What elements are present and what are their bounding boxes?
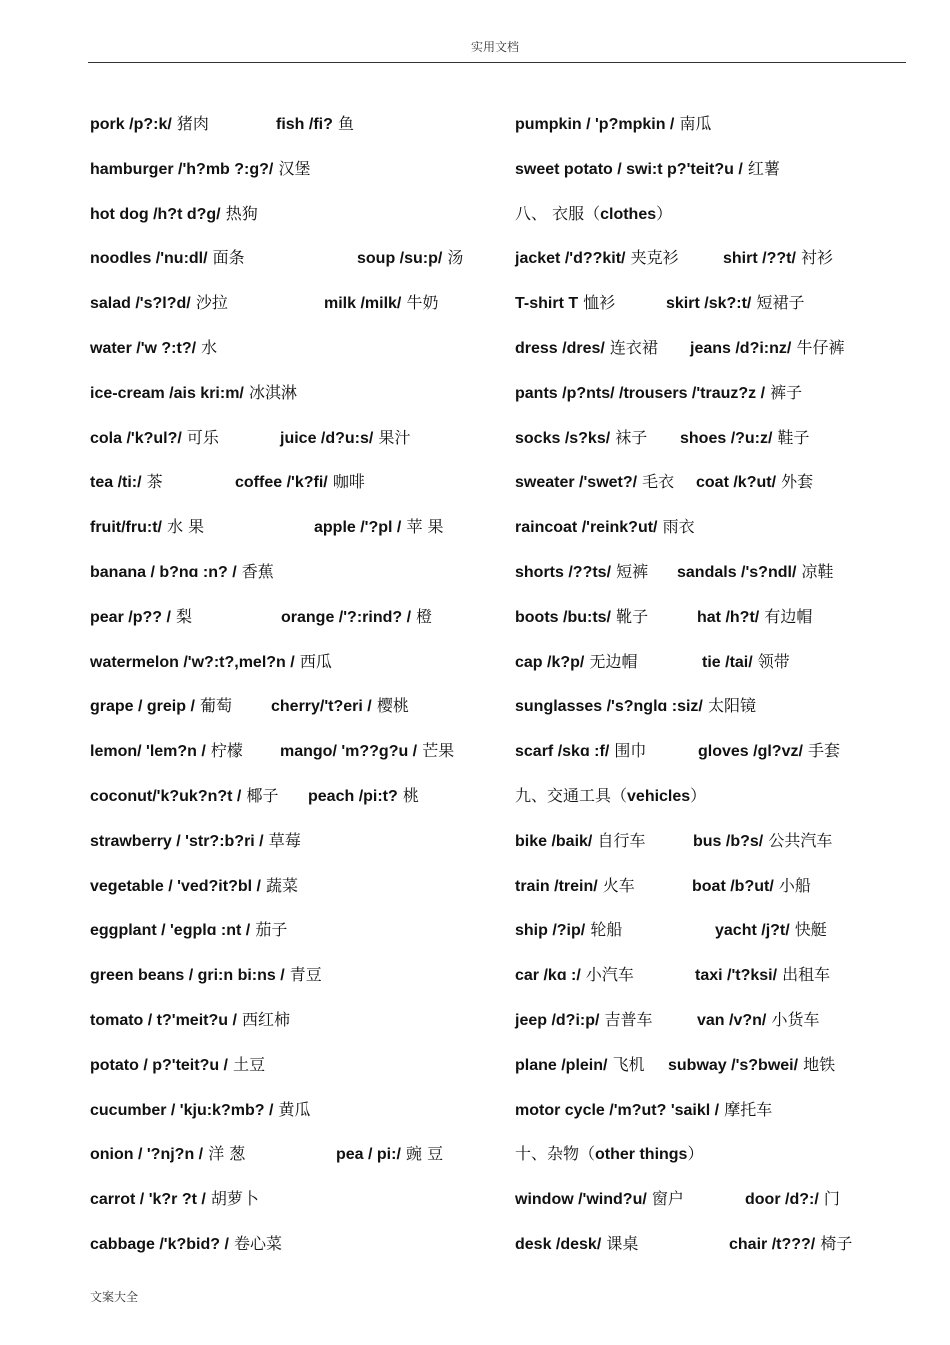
- vocab-entry-1: [90, 1144, 245, 1165]
- english-word: cherry/'t?eri /: [271, 698, 372, 716]
- chinese-meaning: 西红柿: [242, 1010, 291, 1029]
- chinese-meaning: 橙: [416, 606, 433, 626]
- vocab-entry-1: [515, 472, 674, 493]
- chinese-meaning: 飞机: [612, 1054, 645, 1074]
- chinese-meaning: 外套: [781, 472, 814, 492]
- heading-english: vehicles: [627, 788, 691, 805]
- english-word: tea /ti:/: [90, 474, 142, 492]
- english-word: sunglasses /'s?nglɑ :siz/: [515, 698, 703, 716]
- english-word: watermelon /'w?:t?,mel?n /: [90, 653, 295, 671]
- chinese-meaning: 可乐: [186, 427, 219, 447]
- english-word: cabbage /'k?bid? /: [90, 1236, 229, 1253]
- english-word: banana / b?nɑ :n? /: [90, 564, 237, 581]
- chinese-meaning: 吉普车: [604, 1010, 653, 1029]
- vocab-entry-1: [515, 1010, 653, 1031]
- vocab-entry-2: [677, 562, 834, 583]
- chinese-meaning: 黄瓜: [278, 1099, 311, 1119]
- english-word: coconut/'k?uk?n?t /: [90, 788, 242, 805]
- english-word: shorts /??ts/: [515, 564, 612, 581]
- chinese-meaning: 洋 葱: [208, 1144, 246, 1164]
- vocab-entry-1: [515, 876, 635, 897]
- english-word: boat /b?ut/: [692, 877, 774, 895]
- right-section-heading: [515, 1144, 703, 1165]
- chinese-meaning: 沙拉: [195, 293, 228, 313]
- vocab-entry-1: [515, 293, 615, 314]
- english-word: hamburger /'h?mb ?:g?/: [90, 160, 274, 178]
- chinese-meaning: 果汁: [378, 427, 411, 447]
- english-word: desk /desk/: [515, 1236, 602, 1253]
- vocab-entry-2: [281, 607, 432, 628]
- vocab-entry-2: [271, 696, 409, 717]
- chinese-meaning: 靴子: [616, 606, 649, 626]
- english-word: juice /d?u:s/: [280, 429, 374, 447]
- english-word: green beans / gri:n bi:ns /: [90, 967, 285, 985]
- english-word: jeep /d?i:p/: [515, 1012, 600, 1029]
- vocab-entry-1: [515, 696, 756, 717]
- english-word: tomato / t?'meit?u /: [90, 1012, 237, 1029]
- vocab-entry-1: [90, 876, 298, 897]
- chinese-meaning: 摩托车: [724, 1099, 773, 1119]
- chinese-meaning: 咖啡: [332, 472, 365, 492]
- heading-close: ）: [687, 1144, 704, 1164]
- vocab-entry-1: [90, 652, 332, 673]
- vocab-entry-1: [90, 204, 258, 225]
- chinese-meaning: 葡萄: [200, 696, 233, 716]
- english-word: hot dog /h?t d?g/: [90, 205, 221, 223]
- english-word: salad /'s?l?d/: [90, 295, 191, 313]
- vocab-entry-1: [515, 428, 647, 449]
- english-word: pork /p?:k/: [90, 116, 172, 133]
- english-word: motor cycle /'m?ut? 'saikl /: [515, 1101, 720, 1119]
- english-word: orange /'?:rind? /: [281, 608, 412, 626]
- english-word: fish /fi?: [276, 116, 333, 133]
- vocab-entry-1: [90, 293, 228, 314]
- english-word: window /'wind?u/: [515, 1191, 647, 1209]
- english-word: yacht /j?t/: [715, 922, 790, 940]
- english-word: jacket /'d??kit/: [515, 250, 626, 268]
- vocab-entry-2: [745, 1189, 840, 1210]
- vocab-entry-1: [515, 248, 679, 269]
- chinese-meaning: 梨: [176, 606, 193, 626]
- page-footer: 文案大全: [90, 1290, 139, 1304]
- vocab-entry-1: [90, 1010, 290, 1031]
- english-word: coat /k?ut/: [696, 474, 777, 492]
- english-word: bike /baik/: [515, 832, 593, 850]
- chinese-meaning: 小货车: [771, 1010, 820, 1029]
- chinese-meaning: 土豆: [233, 1054, 266, 1074]
- vocab-entry-1: [90, 607, 192, 628]
- vocab-entry-2: [357, 248, 463, 269]
- vocab-entry-1: [90, 338, 217, 359]
- english-word: lemon/ 'lem?n /: [90, 743, 206, 761]
- vocab-entry-2: [680, 428, 810, 449]
- english-word: T-shirt T: [515, 295, 579, 313]
- english-word: eggplant / 'egplɑ :nt /: [90, 922, 251, 940]
- chinese-meaning: 太阳镜: [707, 696, 756, 716]
- english-word: potato / p?'teit?u /: [90, 1056, 228, 1074]
- english-word: pear /p?? /: [90, 608, 171, 626]
- english-word: pea / pi:/: [336, 1146, 401, 1164]
- heading-english: clothes: [600, 205, 657, 223]
- vocab-entry-2: [723, 248, 833, 269]
- vocab-entry-1: [90, 741, 243, 762]
- english-word: bus /b?s/: [693, 832, 764, 850]
- vocab-entry-2: [697, 1010, 819, 1031]
- chinese-meaning: 夹克衫: [630, 248, 679, 268]
- vocab-entry-1: [515, 517, 695, 538]
- heading-number: 九、交通工具（: [515, 786, 628, 805]
- chinese-meaning: 茄子: [255, 920, 288, 940]
- english-word: grape / greip /: [90, 698, 195, 716]
- vocab-entry-1: [90, 1189, 259, 1210]
- chinese-meaning: 领带: [757, 651, 790, 671]
- chinese-meaning: 窗户: [651, 1189, 684, 1209]
- vocab-entry-2: [314, 517, 444, 538]
- chinese-meaning: 地铁: [803, 1054, 836, 1074]
- chinese-meaning: 桃: [402, 786, 419, 805]
- chinese-meaning: 面条: [212, 248, 245, 268]
- vocab-entry-2: [695, 965, 830, 986]
- vocab-entry-2: [690, 338, 844, 359]
- heading-close: ）: [656, 203, 673, 223]
- chinese-meaning: 恤衫: [583, 293, 616, 313]
- vocab-entry-2: [235, 472, 365, 493]
- chinese-meaning: 热狗: [225, 203, 258, 223]
- vocab-entry-2: [668, 1055, 835, 1076]
- english-word: chair /t???/: [729, 1236, 816, 1253]
- english-word: strawberry / 'str?:b?ri /: [90, 832, 264, 850]
- english-word: cap /k?p/: [515, 653, 585, 671]
- vocab-entry-1: [515, 741, 646, 762]
- vocab-entry-1: [515, 920, 622, 941]
- english-word: pants /p?nts/ /trousers /'trauz?z /: [515, 384, 766, 402]
- vocab-entry-1: [90, 383, 297, 404]
- chinese-meaning: 快艇: [794, 920, 827, 940]
- english-word: socks /s?ks/: [515, 429, 611, 447]
- vocab-entry-2: [280, 741, 454, 762]
- chinese-meaning: 青豆: [289, 965, 322, 985]
- vocab-entry-1: [515, 338, 658, 359]
- vocab-entry-2: [308, 786, 419, 807]
- heading-english: other things: [595, 1146, 688, 1164]
- chinese-meaning: 连衣裙: [609, 338, 658, 357]
- english-word: peach /pi:t?: [308, 788, 398, 805]
- chinese-meaning: 毛衣: [642, 472, 675, 492]
- chinese-meaning: 鞋子: [777, 427, 810, 447]
- page-header: 实用文档: [470, 40, 519, 54]
- header-rule: [88, 62, 906, 63]
- vocab-entry-1: [515, 1055, 645, 1076]
- english-word: van /v?n/: [697, 1012, 767, 1029]
- vocab-entry-2: [324, 293, 438, 314]
- english-word: raincoat /'reink?ut/: [515, 519, 658, 537]
- english-word: gloves /gl?vz/: [698, 743, 803, 761]
- chinese-meaning: 凉鞋: [801, 562, 834, 581]
- chinese-meaning: 自行车: [597, 830, 646, 850]
- right-section-heading: [515, 786, 706, 807]
- chinese-meaning: 卷心菜: [234, 1234, 283, 1253]
- english-word: dress /dres/: [515, 340, 605, 357]
- vocab-entry-1: [90, 1055, 265, 1076]
- chinese-meaning: 蔬菜: [266, 875, 299, 895]
- english-word: ship /?ip/: [515, 922, 586, 940]
- right-section-heading: [515, 204, 672, 225]
- english-word: jeans /d?i:nz/: [690, 340, 792, 357]
- chinese-meaning: 芒果: [422, 741, 455, 761]
- english-word: hat /h?t/: [697, 608, 760, 626]
- vocab-entry-1: [515, 607, 648, 628]
- vocab-entry-1: [515, 1234, 638, 1255]
- vocab-entry-2: [692, 876, 811, 897]
- vocab-entry-1: [515, 965, 634, 986]
- chinese-meaning: 水 果: [167, 517, 205, 537]
- english-word: coffee /'k?fi/: [235, 474, 328, 492]
- vocab-entry-1: [515, 831, 645, 852]
- chinese-meaning: 手套: [808, 741, 841, 761]
- vocab-entry-1: [515, 1100, 772, 1121]
- chinese-meaning: 汤: [447, 248, 464, 268]
- chinese-meaning: 雨衣: [662, 517, 695, 537]
- vocab-entry-2: [693, 831, 832, 852]
- english-word: mango/ 'm??g?u /: [280, 743, 418, 761]
- vocab-entry-1: [90, 517, 204, 538]
- vocab-entry-1: [90, 159, 310, 180]
- vocab-entry-2: [697, 607, 812, 628]
- english-word: ice-cream /ais kri:m/: [90, 384, 244, 402]
- vocab-entry-2: [702, 652, 790, 673]
- heading-close: ）: [690, 786, 707, 805]
- chinese-meaning: 门: [823, 1189, 840, 1209]
- english-word: fruit/fru:t/: [90, 519, 162, 537]
- chinese-meaning: 裤子: [770, 382, 803, 402]
- english-word: soup /su:p/: [357, 250, 443, 268]
- english-word: sweet potato / swi:t p?'teit?u /: [515, 160, 743, 178]
- chinese-meaning: 小汽车: [585, 965, 634, 985]
- vocab-entry-1: [90, 965, 322, 986]
- vocab-entry-1: [90, 831, 301, 852]
- vocab-entry-1: [90, 562, 274, 583]
- chinese-meaning: 出租车: [782, 965, 831, 985]
- vocab-entry-2: [696, 472, 813, 493]
- english-word: milk /milk/: [324, 295, 402, 313]
- vocab-entry-2: [715, 920, 827, 941]
- vocab-entry-1: [515, 383, 802, 404]
- chinese-meaning: 火车: [602, 875, 635, 895]
- english-word: sandals /'s?ndl/: [677, 564, 797, 581]
- english-word: shirt /??t/: [723, 250, 796, 268]
- english-word: water /'w ?:t?/: [90, 340, 197, 357]
- vocab-entry-1: [90, 1100, 311, 1121]
- vocab-entry-1: [90, 696, 232, 717]
- english-word: shoes /?u:z/: [680, 429, 773, 447]
- vocab-entry-1: [90, 786, 278, 807]
- chinese-meaning: 小船: [778, 875, 811, 895]
- vocab-entry-1: [90, 428, 219, 449]
- vocab-entry-2: [698, 741, 840, 762]
- chinese-meaning: 水: [201, 338, 218, 357]
- chinese-meaning: 豌 豆: [406, 1144, 444, 1164]
- english-word: pumpkin / 'p?mpkin /: [515, 116, 675, 133]
- chinese-meaning: 课桌: [606, 1234, 639, 1253]
- vocab-entry-2: [280, 428, 410, 449]
- vocab-entry-1: [515, 159, 780, 180]
- chinese-meaning: 围巾: [614, 741, 647, 761]
- chinese-meaning: 香蕉: [241, 562, 274, 581]
- vocab-entry-2: [666, 293, 804, 314]
- chinese-meaning: 柠檬: [210, 741, 243, 761]
- vocab-entry-1: [515, 562, 648, 583]
- vocab-entry-2: [729, 1234, 852, 1255]
- chinese-meaning: 椰子: [246, 786, 279, 805]
- english-word: scarf /skɑ :f/: [515, 743, 610, 761]
- english-word: onion / '?nj?n /: [90, 1146, 204, 1164]
- chinese-meaning: 茶: [146, 472, 163, 492]
- english-word: apple /'?pl /: [314, 519, 402, 537]
- vocab-entry-1: [515, 652, 637, 673]
- chinese-meaning: 衬衫: [800, 248, 833, 268]
- chinese-meaning: 短裤: [616, 562, 649, 581]
- english-word: cucumber / 'kju:k?mb? /: [90, 1101, 274, 1119]
- english-word: taxi /'t?ksi/: [695, 967, 778, 985]
- chinese-meaning: 胡萝卜: [210, 1189, 259, 1209]
- chinese-meaning: 南瓜: [679, 114, 712, 133]
- english-word: tie /tai/: [702, 653, 753, 671]
- chinese-meaning: 猪肉: [176, 114, 209, 133]
- vocab-entry-1: [90, 248, 245, 269]
- english-word: door /d?:/: [745, 1191, 819, 1209]
- heading-number: 十、杂物（: [515, 1144, 596, 1164]
- chinese-meaning: 无边帽: [589, 651, 638, 671]
- chinese-meaning: 牛仔裤: [796, 338, 845, 357]
- vocab-entry-1: [90, 920, 287, 941]
- chinese-meaning: 短裙子: [756, 293, 805, 313]
- chinese-meaning: 袜子: [615, 427, 648, 447]
- chinese-meaning: 牛奶: [406, 293, 439, 313]
- chinese-meaning: 公共汽车: [768, 830, 833, 850]
- chinese-meaning: 鱼: [337, 114, 354, 133]
- english-word: noodles /'nu:dl/: [90, 250, 208, 268]
- english-word: train /trein/: [515, 877, 598, 895]
- english-word: carrot / 'k?r ?t /: [90, 1191, 206, 1209]
- vocab-entry-1: [90, 472, 163, 493]
- vocab-entry-1: [90, 1234, 282, 1255]
- english-word: car /kɑ :/: [515, 967, 581, 985]
- chinese-meaning: 轮船: [590, 920, 623, 940]
- chinese-meaning: 红薯: [747, 158, 780, 178]
- english-word: boots /bu:ts/: [515, 608, 611, 626]
- english-word: plane /plein/: [515, 1056, 608, 1074]
- english-word: vegetable / 'ved?it?bl /: [90, 877, 261, 895]
- chinese-meaning: 西瓜: [299, 651, 332, 671]
- vocab-entry-1: [515, 114, 711, 135]
- vocab-entry-2: [336, 1144, 443, 1165]
- english-word: sweater /'swet?/: [515, 474, 638, 492]
- chinese-meaning: 草莓: [268, 830, 301, 850]
- vocab-entry-1: [515, 1189, 684, 1210]
- english-word: subway /'s?bwei/: [668, 1056, 799, 1074]
- english-word: skirt /sk?:t/: [666, 295, 752, 313]
- vocab-entry-1: [90, 114, 209, 135]
- chinese-meaning: 椅子: [820, 1234, 853, 1253]
- chinese-meaning: 汉堡: [278, 158, 311, 178]
- vocab-entry-2: [276, 114, 354, 135]
- chinese-meaning: 苹 果: [406, 517, 444, 537]
- chinese-meaning: 有边帽: [764, 606, 813, 626]
- heading-number: 八、 衣服（: [515, 203, 601, 223]
- chinese-meaning: 冰淇淋: [248, 382, 297, 402]
- english-word: cola /'k?ul?/: [90, 429, 182, 447]
- chinese-meaning: 樱桃: [376, 696, 409, 716]
